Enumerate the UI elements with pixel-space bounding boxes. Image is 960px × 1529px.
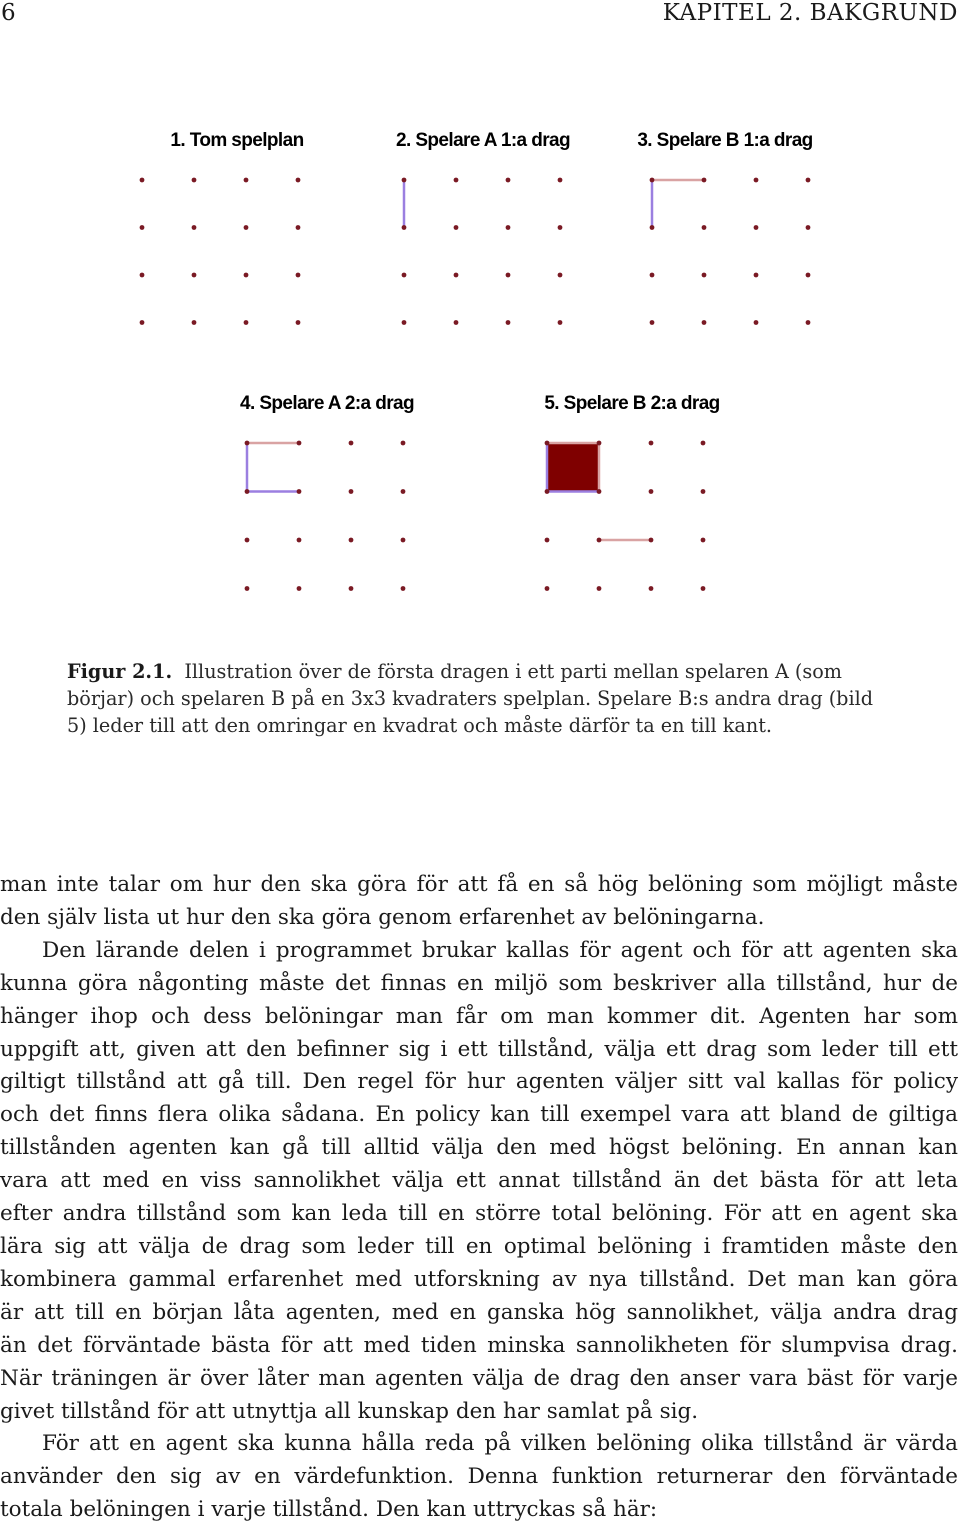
body-line: Den lärande delen i programmet brukar kallas för agent och för att agenten ska [42, 937, 958, 963]
grid-dot [649, 538, 654, 543]
body-line: När träningen är över låter man agenten välja de drag den anser vara bäst för varje [0, 1365, 958, 1391]
grid-dot [140, 225, 145, 230]
board-5-svg [545, 441, 707, 591]
grid-dot [192, 320, 197, 325]
body-line: För att en agent ska kunna hålla reda på vilken belöning olika tillstånd är värda [42, 1431, 958, 1457]
grid-dot [402, 178, 407, 183]
body-line: man inte talar om hur den ska göra för att få en så hög belöning som möjligt måste [0, 872, 958, 897]
grid-dot [244, 320, 249, 325]
panel-title-2: 2. Spelare A 1:a drag [396, 130, 570, 151]
captured-square [547, 443, 599, 492]
grid-dot [297, 538, 302, 543]
grid-dot [296, 273, 301, 278]
grid-dot [140, 320, 145, 325]
grid-dot [297, 586, 302, 591]
board-2 [402, 178, 564, 324]
figure-label: Figur 2.1. [67, 660, 173, 683]
grid-dot [701, 489, 706, 494]
grid-dot [558, 320, 563, 325]
board-4 [245, 441, 407, 591]
body-line: hänger ihop och dess belöningar man får om man kommer dit. Agenten har som [0, 1003, 958, 1029]
body-line: vara att med en viss sannolikhet välja ett annat tillstånd än det bästa för att leta [0, 1168, 958, 1194]
grid-dot [754, 273, 759, 278]
grid-dot [349, 441, 354, 446]
board-4-svg [245, 441, 407, 591]
grid-dot [558, 178, 563, 183]
grid-dot [245, 586, 250, 591]
grid-dot [597, 489, 602, 494]
body-line: använder den sig av en värdefunktion. Denna funktion returnerar den förväntade [0, 1464, 958, 1490]
caption-line-3: 5) leder till att den omringar en kvadrat och måste därför ta en till kant. [67, 714, 773, 737]
board-1 [140, 178, 302, 324]
body-line: lära sig att välja de drag som leder till en optimal belöning i framtiden måste den [0, 1233, 958, 1259]
grid-dot [402, 273, 407, 278]
body-line: giltigt tillstånd att gå till. Den regel för hur agenten väljer sitt val kallas för policy [0, 1069, 958, 1095]
grid-dot [545, 489, 550, 494]
panel-title-5: 5. Spelare B 2:a drag [544, 393, 720, 414]
grid-dot [454, 273, 459, 278]
grid-dot [649, 586, 654, 591]
board-3-svg [650, 178, 812, 324]
grid-dot [650, 273, 655, 278]
grid-dot [192, 178, 197, 183]
grid-dot [702, 178, 707, 183]
grid-dot [140, 273, 145, 278]
body-line: kombinera gammal erfarenhet med utforskning av nya tillstånd. Det man kan göra [0, 1266, 958, 1292]
body-line: givet tillstånd för att utnyttja all kunskap den har samlat på sig. [0, 1398, 699, 1424]
body-line: är att till en början låta agenten, med en ganska hög sannolikhet, välja andra drag [0, 1299, 958, 1325]
grid-dot [401, 489, 406, 494]
grid-dot [244, 273, 249, 278]
body-text [0, 869, 958, 1527]
grid-dot [506, 320, 511, 325]
board-2-svg [402, 178, 564, 324]
chapter-heading: KAPITEL 2. BAKGRUND [662, 0, 958, 26]
grid-dot [506, 178, 511, 183]
page-number: 6 [1, 0, 16, 26]
grid-dot [701, 586, 706, 591]
grid-dot [244, 178, 249, 183]
grid-dot [558, 273, 563, 278]
grid-dot [245, 489, 250, 494]
board-3 [650, 178, 812, 324]
figure-caption [67, 658, 893, 739]
grid-dot [506, 273, 511, 278]
grid-dot [597, 538, 602, 543]
body-line: efter andra tillstånd som kan leda till en större total belöning. För att en agent ska [0, 1201, 958, 1227]
grid-dot [454, 178, 459, 183]
body-line: den själv lista ut hur den ska göra genom erfarenhet av belöningarna. [0, 904, 765, 930]
grid-dot [401, 441, 406, 446]
grid-dot [296, 178, 301, 183]
grid-dot [402, 225, 407, 230]
grid-dot [806, 320, 811, 325]
grid-dot [349, 489, 354, 494]
grid-dot [296, 225, 301, 230]
board-5 [545, 441, 707, 591]
grid-dot [754, 225, 759, 230]
body-line: uppgift att, given att den befinner sig i ett tillstånd, välja ett drag som leder till ett [0, 1036, 958, 1062]
grid-dot [702, 320, 707, 325]
grid-dot [245, 538, 250, 543]
grid-dot [454, 320, 459, 325]
grid-dot [597, 586, 602, 591]
grid-dot [650, 225, 655, 230]
grid-dot [192, 225, 197, 230]
grid-dot [401, 586, 406, 591]
grid-dot [754, 178, 759, 183]
grid-dot [701, 441, 706, 446]
grid-dot [506, 225, 511, 230]
grid-dot [650, 178, 655, 183]
caption-line-1 [67, 658, 893, 685]
grid-dot [558, 225, 563, 230]
grid-dot [701, 538, 706, 543]
grid-dot [401, 538, 406, 543]
panel-title-3: 3. Spelare B 1:a drag [637, 130, 813, 151]
grid-dot [140, 178, 145, 183]
grid-dot [297, 489, 302, 494]
board-1-svg [140, 178, 302, 324]
grid-dot [297, 441, 302, 446]
figure-dots-and-boxes [0, 110, 960, 630]
body-line: än det förväntade bästa för att med tiden minska sannolikheten för slumpvisa drag. [0, 1332, 958, 1358]
grid-dot [349, 586, 354, 591]
grid-dot [192, 273, 197, 278]
grid-dot [754, 320, 759, 325]
body-line: och det finns flera olika sådana. En policy kan till exempel vara att bland de giltiga [0, 1102, 958, 1128]
panel-title-4: 4. Spelare A 2:a drag [240, 393, 414, 414]
grid-dot [245, 441, 250, 446]
grid-dot [649, 441, 654, 446]
grid-dot [454, 225, 459, 230]
grid-dot [545, 586, 550, 591]
body-line: tillstånden agenten kan gå till alltid välja den med högst belöning. En annan kan [0, 1135, 958, 1161]
grid-dot [244, 225, 249, 230]
grid-dot [597, 441, 602, 446]
caption-line-2: börjar) och spelaren B på en 3x3 kvadraters spelplan. Spelare B:s andra drag (bild [67, 687, 874, 710]
page-header [0, 0, 960, 30]
grid-dot [702, 225, 707, 230]
grid-dot [806, 273, 811, 278]
grid-dot [650, 320, 655, 325]
grid-dot [349, 538, 354, 543]
grid-dot [806, 225, 811, 230]
caption-text-1: Illustration över de första dragen i ett parti mellan spelaren A (som [184, 660, 842, 683]
grid-dot [702, 273, 707, 278]
grid-dot [545, 441, 550, 446]
grid-dot [296, 320, 301, 325]
grid-dot [649, 489, 654, 494]
body-line: kunna göra någonting måste det finnas en miljö som beskriver alla tillstånd, hur de [0, 970, 958, 996]
body-line: totala belöningen i varje tillstånd. Den kan uttryckas så här: [0, 1497, 658, 1523]
grid-dot [545, 538, 550, 543]
grid-dot [806, 178, 811, 183]
panel-title-1: 1. Tom spelplan [170, 130, 304, 151]
grid-dot [402, 320, 407, 325]
